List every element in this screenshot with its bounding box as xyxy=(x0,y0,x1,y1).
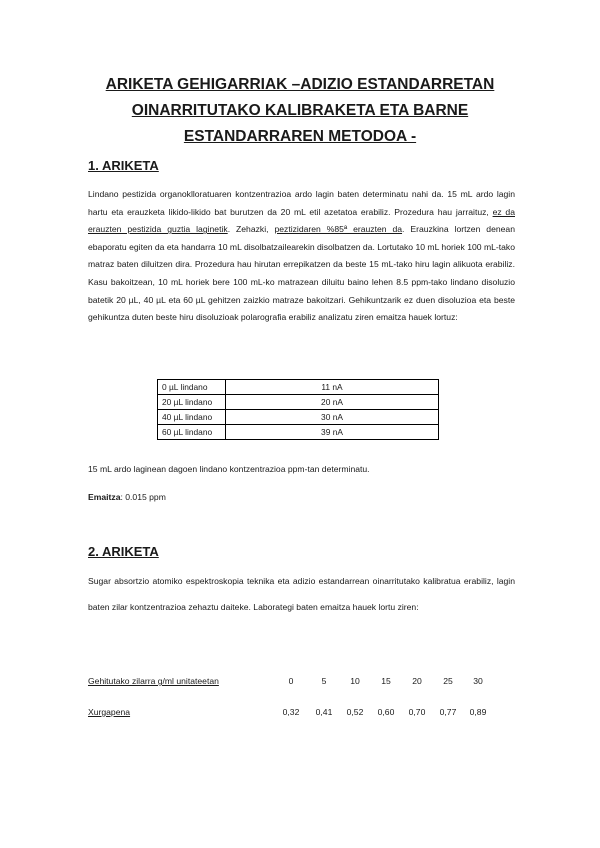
ex1-text-c: . Erauzkina lortzen denean ebaporatu egiten da eta handarra 10 mL disolbatzailearekin disolbatzen da. Lortutako 10 mL horiek 100 mL-tako matraz baten diluitzen dira. Prozedura hau hirutan errepikatzen da beste 15 mL-tako hiru lagin alikuota erabiliz. Kasu bakoitzean, 10 mL horiek bere 100 mL-ko matrazean diluitu baino lehen 8.5 ppm-tako lindano disoluzio batetik 20 µL, 40 µL eta 60 µL gehitzen zaizkio matraze bakoitzari. Gehikuntzarik ez duen disoluzioa eta beste gehikuntza duten beste hiru disoluzioak polarografia erabiliz analizatu ziren emaitza hauek lortuz: xyxy=(88,224,515,323)
silver-added-value: 20 xyxy=(412,676,422,686)
silver-added-value: 25 xyxy=(443,676,453,686)
absorbance-value: 0,32 xyxy=(282,707,300,717)
absorbance-label: Xurgapena xyxy=(88,707,131,717)
table-cell-value: 11 nA xyxy=(226,380,439,395)
table-cell-value: 20 nA xyxy=(226,395,439,410)
table-cell-value: 30 nA xyxy=(226,410,439,425)
table-cell-value: 39 nA xyxy=(226,425,439,440)
title-line-2: OINARRITUTAKO KALIBRAKETA ETA BARNE xyxy=(131,102,469,119)
table-row xyxy=(158,425,439,440)
table-row xyxy=(158,395,439,410)
exercise-1-answer xyxy=(88,492,166,502)
exercise-1-heading: 1. ARIKETA xyxy=(88,158,159,173)
absorbance-value: 0,60 xyxy=(377,707,395,717)
table-cell-label: 0 µL lindano xyxy=(158,380,226,395)
title-line-1: ARIKETA GEHIGARRIAK –ADIZIO ESTANDARRETAN xyxy=(105,76,495,93)
table-cell-label: 20 µL lindano xyxy=(158,395,226,410)
exercise-1-question: 15 mL ardo laginean dagoen lindano kontzentrazioa ppm-tan determinatu. xyxy=(88,464,370,474)
answer-value: : 0.015 ppm xyxy=(120,492,166,502)
silver-added-value: 0 xyxy=(288,676,294,686)
silver-added-value: 5 xyxy=(321,676,327,686)
absorbance-value: 0,52 xyxy=(346,707,364,717)
table-cell-label: 40 µL lindano xyxy=(158,410,226,425)
exercise-2-heading: 2. ARIKETA xyxy=(88,544,159,559)
absorbance-row xyxy=(88,707,515,721)
ex1-text-b: . Zehazki, xyxy=(227,224,275,235)
silver-added-value: 10 xyxy=(350,676,360,686)
absorbance-value: 0,70 xyxy=(408,707,426,717)
ex1-underline-1: ez da erauzten pestizida guztia laginetik xyxy=(88,206,515,235)
table-row xyxy=(158,410,439,425)
silver-added-label: Gehitutako zilarra g/ml unitateetan xyxy=(88,676,219,686)
lindano-results-table xyxy=(157,379,439,440)
silver-added-value: 30 xyxy=(473,676,483,686)
table-cell-label: 60 µL lindano xyxy=(158,425,226,440)
silver-added-row xyxy=(88,676,515,690)
silver-added-value: 15 xyxy=(381,676,391,686)
title-line-3: ESTANDARRAREN METODOA - xyxy=(183,128,417,145)
ex1-underline-2: peztizidaren %85ª erauzten da xyxy=(274,224,403,235)
exercise-2-paragraph: Sugar absortzio atomiko espektroskopia teknika eta adizio estandarrean oinarritutako kalibratua erabiliz, lagin baten zilar kontzentrazioa zehaztu daiteke. Laborategi baten emaitza hauek lortu ziren: xyxy=(88,576,515,612)
absorbance-value: 0,41 xyxy=(315,707,333,717)
absorbance-value: 0,77 xyxy=(439,707,457,717)
absorbance-value: 0,89 xyxy=(469,707,487,717)
table-row xyxy=(158,380,439,395)
ex1-text-a: Lindano pestizida organoklloratuaren kontzentrazioa ardo lagin baten determinatu nahi da. 15 mL ardo lagin hartu eta erauzketa likido-likido bat burutzen da 20 mL etil azetatoa erabiliz. Prozedura hau jarraituz, xyxy=(88,189,515,217)
answer-label: Emaitza xyxy=(88,492,121,502)
exercise-1-paragraph xyxy=(88,186,515,327)
document-title xyxy=(60,72,540,150)
